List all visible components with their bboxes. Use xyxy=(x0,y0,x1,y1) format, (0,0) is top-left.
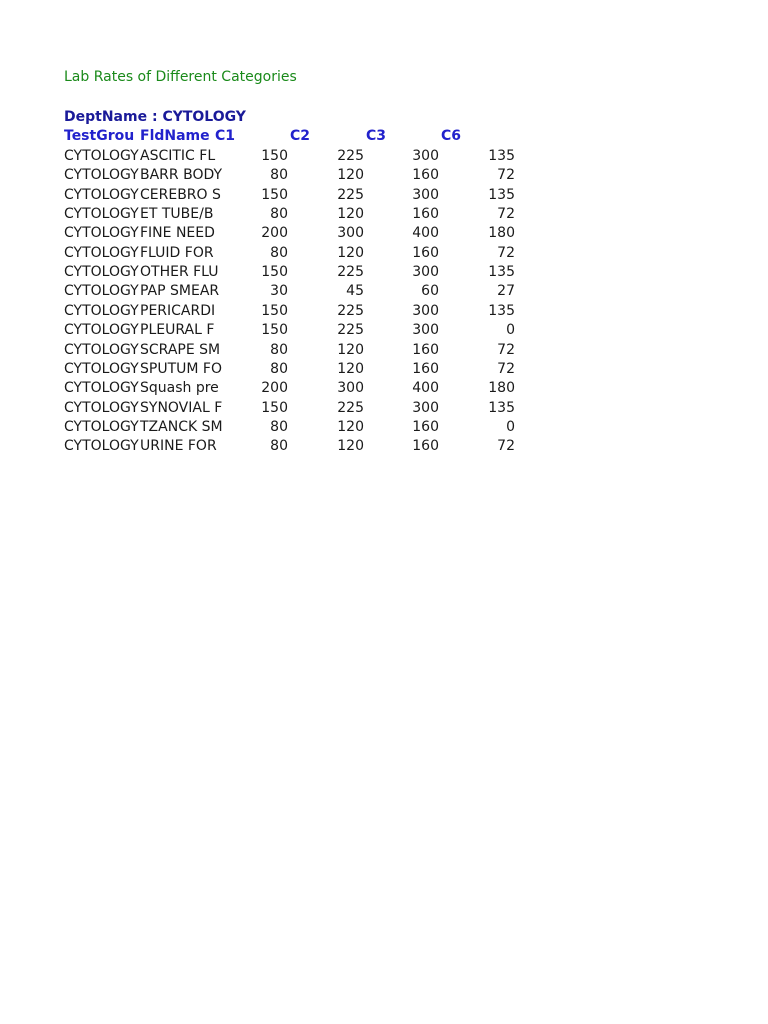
c3-cell: 60 xyxy=(421,283,439,300)
c3-cell: 300 xyxy=(412,264,439,281)
c3-cell: 160 xyxy=(412,438,439,455)
c2-cell: 120 xyxy=(337,244,364,261)
field-name-cell: PLEURAL F xyxy=(140,322,215,339)
header-test-group: TestGrou xyxy=(64,128,135,144)
c6-cell: 72 xyxy=(497,360,515,377)
table-row xyxy=(64,321,524,340)
c2-cell: 225 xyxy=(337,322,364,339)
c2-cell: 300 xyxy=(337,380,364,397)
table-row xyxy=(64,399,524,418)
c1-cell: 80 xyxy=(270,167,288,184)
c1-cell: 200 xyxy=(261,225,288,242)
c2-cell: 300 xyxy=(337,225,364,242)
c1-cell: 80 xyxy=(270,438,288,455)
c6-cell: 135 xyxy=(488,186,515,203)
test-group-cell: CYTOLOGY xyxy=(64,283,139,300)
field-name-cell: SPUTUM FO xyxy=(140,360,222,377)
table-row xyxy=(64,437,524,456)
field-name-cell: ET TUBE/B xyxy=(140,206,214,223)
c3-cell: 160 xyxy=(412,418,439,435)
c6-cell: 135 xyxy=(488,148,515,164)
c1-cell: 150 xyxy=(261,148,288,164)
field-name-cell: SYNOVIAL F xyxy=(140,399,223,416)
c6-cell: 72 xyxy=(497,438,515,455)
c2-cell: 120 xyxy=(337,341,364,358)
c1-cell: 150 xyxy=(261,399,288,416)
test-group-cell: CYTOLOGY xyxy=(64,399,139,416)
c1-cell: 150 xyxy=(261,322,288,339)
c1-cell: 30 xyxy=(270,283,288,300)
table-row xyxy=(64,224,524,243)
c6-cell: 180 xyxy=(488,225,515,242)
c1-cell: 200 xyxy=(261,380,288,397)
table-row xyxy=(64,186,524,205)
c3-cell: 300 xyxy=(412,148,439,164)
c1-cell: 80 xyxy=(270,418,288,435)
field-name-cell: FINE NEED xyxy=(140,225,215,242)
test-group-cell: CYTOLOGY xyxy=(64,225,139,242)
c1-cell: 150 xyxy=(261,264,288,281)
c3-cell: 400 xyxy=(412,380,439,397)
c2-cell: 120 xyxy=(337,360,364,377)
table-row xyxy=(64,379,524,398)
c1-cell: 150 xyxy=(261,186,288,203)
dept-label: DeptName : xyxy=(64,109,158,125)
field-name-cell: SCRAPE SM xyxy=(140,341,221,358)
c6-cell: 72 xyxy=(497,244,515,261)
field-name-cell: OTHER FLU xyxy=(140,264,219,281)
c2-cell: 225 xyxy=(337,264,364,281)
header-c1: C1 xyxy=(215,128,236,144)
c2-cell: 225 xyxy=(337,399,364,416)
header-c3: C3 xyxy=(366,128,387,144)
c3-cell: 300 xyxy=(412,186,439,203)
test-group-cell: CYTOLOGY xyxy=(64,148,139,164)
field-name-cell: URINE FOR xyxy=(140,438,217,455)
field-name-cell: CEREBRO S xyxy=(140,186,221,203)
field-name-cell: Squash pre xyxy=(140,380,219,397)
test-group-cell: CYTOLOGY xyxy=(64,438,139,455)
c3-cell: 300 xyxy=(412,302,439,319)
c1-cell: 80 xyxy=(270,244,288,261)
header-field-name: FldName xyxy=(140,128,210,144)
c3-cell: 300 xyxy=(412,399,439,416)
c2-cell: 120 xyxy=(337,167,364,184)
header-c2: C2 xyxy=(290,128,311,144)
test-group-cell: CYTOLOGY xyxy=(64,360,139,377)
table-row xyxy=(64,205,524,224)
c2-cell: 120 xyxy=(337,206,364,223)
c1-cell: 80 xyxy=(270,341,288,358)
test-group-cell: CYTOLOGY xyxy=(64,341,139,358)
c1-cell: 80 xyxy=(270,206,288,223)
test-group-cell: CYTOLOGY xyxy=(64,244,139,261)
test-group-cell: CYTOLOGY xyxy=(64,380,139,397)
c3-cell: 300 xyxy=(412,322,439,339)
table-row xyxy=(64,282,524,301)
field-name-cell: PERICARDI xyxy=(140,302,216,319)
dept-line xyxy=(64,109,246,125)
c2-cell: 225 xyxy=(337,302,364,319)
table-row xyxy=(64,360,524,379)
table-row xyxy=(64,166,524,185)
test-group-cell: CYTOLOGY xyxy=(64,186,139,203)
c3-cell: 400 xyxy=(412,225,439,242)
c3-cell: 160 xyxy=(412,206,439,223)
c3-cell: 160 xyxy=(412,167,439,184)
test-group-cell: CYTOLOGY xyxy=(64,302,139,319)
table-row xyxy=(64,147,524,166)
test-group-cell: CYTOLOGY xyxy=(64,264,139,281)
c3-cell: 160 xyxy=(412,244,439,261)
field-name-cell: PAP SMEAR xyxy=(140,283,220,300)
table-row xyxy=(64,302,524,321)
c6-cell: 72 xyxy=(497,206,515,223)
c3-cell: 160 xyxy=(412,341,439,358)
header-c6: C6 xyxy=(441,128,462,144)
table-row xyxy=(64,263,524,282)
c1-cell: 80 xyxy=(270,360,288,377)
c6-cell: 180 xyxy=(488,380,515,397)
field-name-cell: TZANCK SM xyxy=(140,418,223,435)
c2-cell: 45 xyxy=(346,283,364,300)
c2-cell: 120 xyxy=(337,438,364,455)
field-name-cell: ASCITIC FL xyxy=(140,148,216,164)
c2-cell: 225 xyxy=(337,148,364,164)
c2-cell: 120 xyxy=(337,418,364,435)
c6-cell: 72 xyxy=(497,167,515,184)
c6-cell: 0 xyxy=(506,322,515,339)
c6-cell: 135 xyxy=(488,264,515,281)
c6-cell: 0 xyxy=(506,418,515,435)
c6-cell: 135 xyxy=(488,302,515,319)
c6-cell: 72 xyxy=(497,341,515,358)
c2-cell: 225 xyxy=(337,186,364,203)
table-row xyxy=(64,418,524,437)
field-name-cell: FLUID FOR xyxy=(140,244,214,261)
c1-cell: 150 xyxy=(261,302,288,319)
test-group-cell: CYTOLOGY xyxy=(64,167,139,184)
test-group-cell: CYTOLOGY xyxy=(64,206,139,223)
dept-value: CYTOLOGY xyxy=(162,109,246,125)
table-row xyxy=(64,341,524,360)
sheet-title: Lab Rates of Different Categories xyxy=(64,69,297,85)
test-group-cell: CYTOLOGY xyxy=(64,418,139,435)
c6-cell: 135 xyxy=(488,399,515,416)
c3-cell: 160 xyxy=(412,360,439,377)
field-name-cell: BARR BODY xyxy=(140,167,223,184)
c6-cell: 27 xyxy=(497,283,515,300)
test-group-cell: CYTOLOGY xyxy=(64,322,139,339)
table-row xyxy=(64,244,524,263)
